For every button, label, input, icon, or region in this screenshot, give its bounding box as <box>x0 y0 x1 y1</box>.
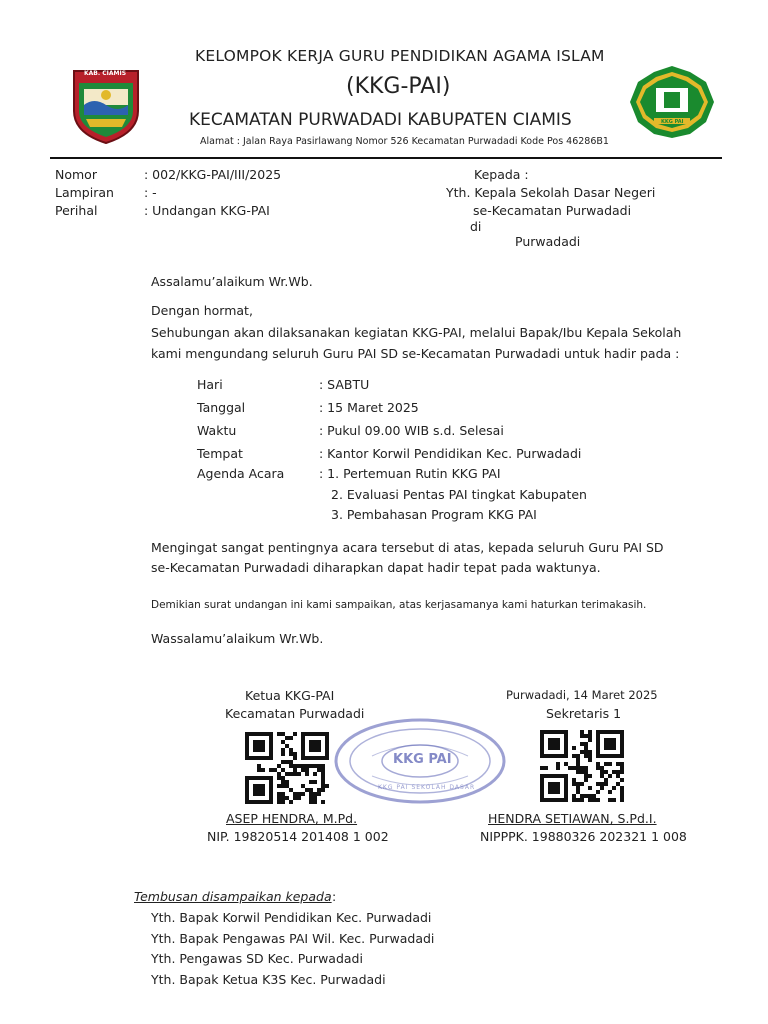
detail-value-tanggal: : 15 Maret 2025 <box>319 400 419 415</box>
perihal-label: Perihal <box>55 203 98 218</box>
recipient-line4: Purwadadi <box>515 234 581 249</box>
paragraph-3: Demikian surat undangan ini kami sampaikan, atas kerjasamanya kami haturkan terimakasih. <box>151 599 647 611</box>
org-address: Alamat : Jalan Raya Pasirlawang Nomor 526 Kecamatan Purwadadi Kode Pos 46286B1 <box>200 136 609 147</box>
stamp-ring-text: KKG PAI SEKOLAH DASAR <box>378 784 476 791</box>
left-sign-name: ASEP HENDRA, M.Pd. <box>226 811 358 826</box>
org-name: KELOMPOK KERJA GURU PENDIDIKAN AGAMA ISLAM <box>195 47 605 65</box>
tembusan-title: Tembusan disampaikan kepada <box>134 889 332 904</box>
detail-value-waktu: : Pukul 09.00 WIB s.d. Selesai <box>319 423 504 438</box>
detail-value-agenda-3: 3. Pembahasan Program KKG PAI <box>331 507 537 522</box>
detail-label-hari: Hari <box>197 377 223 392</box>
header-divider <box>50 157 722 159</box>
right-qr-code <box>540 730 626 804</box>
recipient-line1: Yth. Kepala Sekolah Dasar Negeri <box>446 185 656 200</box>
left-sign-id: NIP. 19820514 201408 1 002 <box>207 829 389 844</box>
ciamis-logo <box>70 67 142 145</box>
detail-value-hari: : SABTU <box>319 377 370 392</box>
left-qr-code <box>245 732 331 804</box>
left-sign-title-1: Ketua KKG-PAI <box>245 688 335 703</box>
tembusan-item: Yth. Bapak Pengawas PAI Wil. Kec. Purwadadi <box>151 931 435 946</box>
tembusan-item: Yth. Bapak Korwil Pendidikan Kec. Purwadadi <box>151 910 432 925</box>
recipient-line3: di <box>470 219 482 234</box>
paragraph-1-line-1: Sehubungan akan dilaksanakan kegiatan KKG-PAI, melalui Bapak/Ibu Kepala Sekolah <box>151 325 682 340</box>
paragraph-1-line-2: kami mengundang seluruh Guru PAI SD se-Kecamatan Purwadadi untuk hadir pada : <box>151 346 680 361</box>
recipient-kepada: Kepada : <box>474 167 529 182</box>
org-abbrev: (KKG-PAI) <box>346 74 451 99</box>
nomor-label: Nomor <box>55 167 97 182</box>
tembusan-item: Yth. Bapak Ketua K3S Kec. Purwadadi <box>151 972 386 987</box>
opening: Dengan hormat, <box>151 303 253 318</box>
tembusan-item: Yth. Pengawas SD Kec. Purwadadi <box>151 951 363 966</box>
detail-label-tanggal: Tanggal <box>197 400 246 415</box>
closing: Wassalamu’alaikum Wr.Wb. <box>151 631 324 646</box>
org-region: KECAMATAN PURWADADI KABUPATEN CIAMIS <box>189 110 572 130</box>
detail-label-waktu: Waktu <box>197 423 237 438</box>
paragraph-2-line-2: se-Kecamatan Purwadadi diharapkan dapat hadir tepat pada waktunya. <box>151 560 601 575</box>
stamp-center-text: KKG PAI <box>393 752 452 767</box>
lampiran-value: : - <box>144 185 157 200</box>
left-sign-title-2: Kecamatan Purwadadi <box>225 706 365 721</box>
kkg-pai-logo-text: KKG PAI <box>661 119 684 125</box>
perihal-value: : Undangan KKG-PAI <box>144 203 270 218</box>
right-sign-place-date: Purwadadi, 14 Maret 2025 <box>506 688 658 702</box>
ciamis-logo-text: KAB. CIAMIS <box>84 70 127 77</box>
right-sign-title: Sekretaris 1 <box>546 706 622 721</box>
detail-value-agenda-2: 2. Evaluasi Pentas PAI tingkat Kabupaten <box>331 487 587 502</box>
detail-value-tempat: : Kantor Korwil Pendidikan Kec. Purwadadi <box>319 446 582 461</box>
greeting: Assalamu’alaikum Wr.Wb. <box>151 274 313 289</box>
paragraph-2-line-1: Mengingat sangat pentingnya acara tersebut di atas, kepada seluruh Guru PAI SD <box>151 540 664 555</box>
detail-value-agenda-1: : 1. Pertemuan Rutin KKG PAI <box>319 466 501 481</box>
nomor-value: : 002/KKG-PAI/III/2025 <box>144 167 282 182</box>
detail-label-tempat: Tempat <box>197 446 243 461</box>
tembusan-colon: : <box>332 889 337 904</box>
right-sign-id: NIPPPK. 19880326 202321 1 008 <box>480 829 687 844</box>
detail-label-agenda: Agenda Acara <box>197 466 285 481</box>
recipient-line2: se-Kecamatan Purwadadi <box>473 203 632 218</box>
kkg-pai-logo <box>628 64 716 140</box>
lampiran-label: Lampiran <box>55 185 114 200</box>
right-sign-name: HENDRA SETIAWAN, S.Pd.I. <box>488 811 657 826</box>
